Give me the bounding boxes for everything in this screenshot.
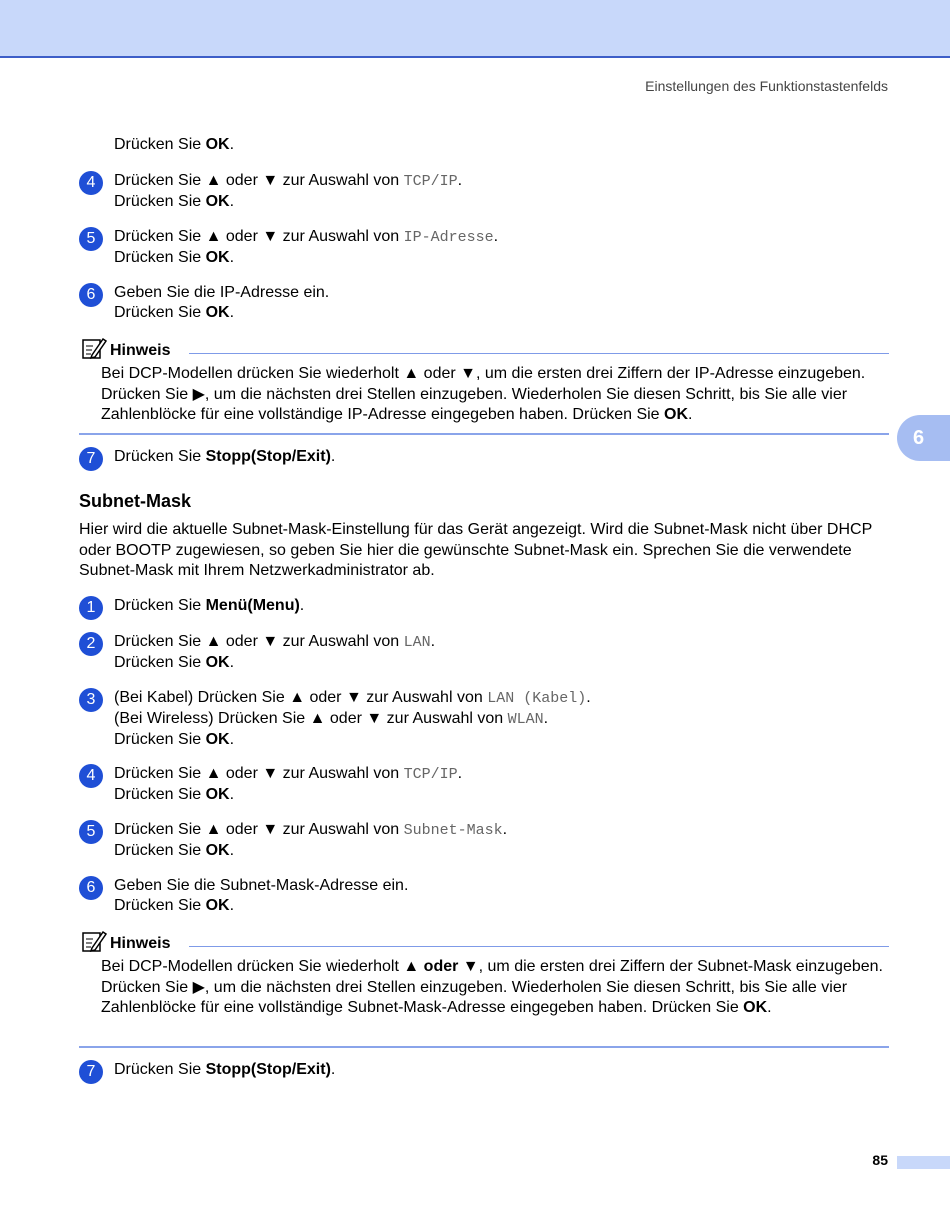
down-arrow-icon: ▼ (262, 765, 279, 782)
ip-step-7: 7 Drücken Sie Stopp(Stop/Exit). (79, 447, 889, 467)
section-intro: Hier wird die aktuelle Subnet-Mask-Einstellung für das Gerät angezeigt. Wird die Subnet-Mask nicht über DHCP oder BOOTP zugewiesen, so geben Sie hier die gewünschte Subnet-Mask ein. Sprechen Sie die verwendete Subnet-Mask mit Ihrem Netzwerkadministrator ab. (79, 521, 872, 579)
step-number-badge: 5 (79, 820, 103, 844)
note-pencil-icon (81, 336, 107, 360)
step-number-badge: 4 (79, 764, 103, 788)
menu-code: LAN (403, 634, 431, 651)
note-divider (79, 433, 889, 435)
up-arrow-icon: ▲ (205, 172, 222, 189)
note-text: Bei DCP-Modellen drücken Sie wiederholt ▲ oder ▼, um die ersten drei Ziffern der IP-Adresse einzugeben. Drücken Sie ▶, um die nächsten drei Stellen einzugeben. Wiederholen Sie diesen Schritt, bis Sie alle vier Zahlenblöcke für eine vollständige IP-Adresse eingegeben haben. Drücken Sie OK. (101, 365, 866, 423)
menu-code: Subnet-Mask (403, 822, 503, 839)
subnet-step-2: 2 Drücken Sie ▲ oder ▼ zur Auswahl von LAN. Drücken Sie OK. (79, 632, 889, 673)
up-arrow-icon: ▲ (403, 958, 420, 975)
header-band (0, 0, 950, 58)
footer-bar (897, 1156, 950, 1169)
down-arrow-icon: ▼ (345, 689, 362, 706)
menu-code: LAN (Kabel) (487, 690, 587, 707)
menu-code: TCP/IP (403, 173, 458, 190)
right-arrow-icon: ▶ (192, 978, 205, 996)
subnet-step-6: 6 Geben Sie die Subnet-Mask-Adresse ein. Drücken Sie OK. (79, 876, 889, 916)
down-arrow-icon: ▼ (262, 821, 279, 838)
up-arrow-icon: ▲ (205, 821, 222, 838)
menu-code: TCP/IP (403, 766, 458, 783)
down-arrow-icon: ▼ (366, 710, 383, 727)
right-arrow-icon: ▶ (192, 385, 205, 403)
menu-code: IP-Adresse (403, 229, 494, 246)
subnet-step-1: 1 Drücken Sie Menü(Menu). (79, 596, 889, 616)
note-pencil-icon (81, 929, 107, 953)
up-arrow-icon: ▲ (403, 365, 420, 382)
step-number-badge: 4 (79, 171, 103, 195)
menu-code: WLAN (507, 711, 544, 728)
up-arrow-icon: ▲ (205, 765, 222, 782)
page-number: 85 (872, 1152, 888, 1168)
step-number-badge: 7 (79, 447, 103, 471)
subnet-step-3: 3 (Bei Kabel) Drücken Sie ▲ oder ▼ zur Auswahl von LAN (Kabel). (Bei Wireless) Drücken Sie ▲ oder ▼ zur Auswahl von WLAN. Drücken Sie OK. (79, 688, 889, 750)
up-arrow-icon: ▲ (205, 228, 222, 245)
step-number-badge: 1 (79, 596, 103, 620)
subnet-step-5: 5 Drücken Sie ▲ oder ▼ zur Auswahl von Subnet-Mask. Drücken Sie OK. (79, 820, 889, 861)
down-arrow-icon: ▼ (462, 958, 479, 975)
down-arrow-icon: ▼ (262, 172, 279, 189)
step-continuation: Drücken Sie OK. (114, 136, 235, 153)
down-arrow-icon: ▼ (262, 228, 279, 245)
running-header: Einstellungen des Funktionstastenfelds (645, 78, 888, 94)
ip-step-5: 5 Drücken Sie ▲ oder ▼ zur Auswahl von IP-Adresse. Drücken Sie OK. (79, 227, 889, 268)
chapter-tab: 6 (897, 415, 950, 461)
step-number-badge: 6 (79, 876, 103, 900)
note-rule (189, 946, 889, 947)
note-rule (189, 353, 889, 354)
step-number-badge: 5 (79, 227, 103, 251)
subnet-note (79, 929, 889, 1019)
ip-step-6: 6 Geben Sie die IP-Adresse ein. Drücken Sie OK. (79, 283, 889, 323)
subnet-step-4: 4 Drücken Sie ▲ oder ▼ zur Auswahl von TCP/IP. Drücken Sie OK. (79, 764, 889, 805)
ip-note (79, 336, 889, 426)
up-arrow-icon: ▲ (205, 633, 222, 650)
section-title: Subnet-Mask (79, 491, 192, 511)
step-number-badge: 7 (79, 1060, 103, 1084)
subnet-step-7: 7 Drücken Sie Stopp(Stop/Exit). (79, 1060, 889, 1080)
down-arrow-icon: ▼ (460, 365, 476, 382)
note-divider (79, 1046, 889, 1048)
step-number-badge: 2 (79, 632, 103, 656)
note-text: Bei DCP-Modellen drücken Sie wiederholt ▲ oder ▼, um die ersten drei Ziffern der Subnet-Mask einzugeben. Drücken Sie ▶, um die nächsten drei Stellen einzugeben. Wiederholen Sie diesen Schritt, bis Sie alle vier Zahlenblöcke für eine vollständige Subnet-Mask-Adresse eingegeben haben. Drücken Sie OK. (101, 958, 883, 1016)
up-arrow-icon: ▲ (309, 710, 326, 727)
down-arrow-icon: ▼ (262, 633, 279, 650)
step-number-badge: 3 (79, 688, 103, 712)
up-arrow-icon: ▲ (289, 689, 306, 706)
ip-step-4: 4 Drücken Sie ▲ oder ▼ zur Auswahl von TCP/IP. Drücken Sie OK. (79, 171, 889, 212)
step-number-badge: 6 (79, 283, 103, 307)
note-title: Hinweis (110, 342, 171, 359)
note-title: Hinweis (110, 935, 171, 952)
